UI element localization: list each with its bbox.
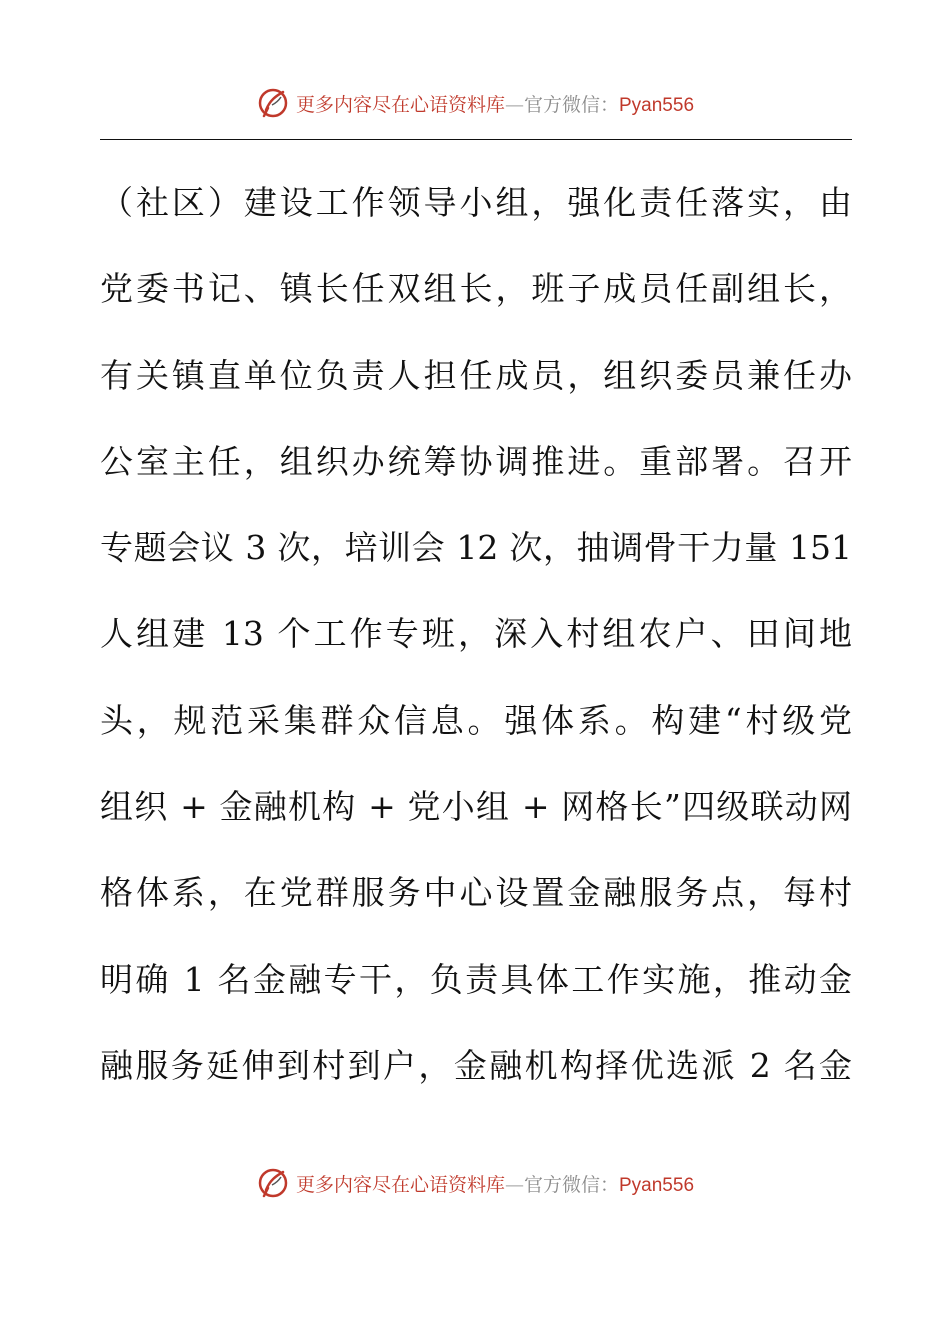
footer-banner-main: 更多内容尽在心语资料库 <box>295 1173 505 1196</box>
body-line: 明确 1 名金融专干，负责具体工作实施，推动金 <box>100 959 852 999</box>
footer-banner-text <box>296 1170 694 1197</box>
footer-banner-dash: — <box>504 1173 524 1196</box>
body-line: 融服务延伸到村到户，金融机构择优选派 2 名金 <box>100 1045 852 1085</box>
body-line: 公室主任，组织办统筹协调推进。重部署。召开 <box>100 441 852 481</box>
header-banner-text <box>296 90 694 117</box>
header-banner-label: 官方微信： <box>523 93 619 116</box>
body-line: 格体系，在党群服务中心设置金融服务点，每村 <box>100 873 852 913</box>
body-line: 组织 + 金融机构 + 党小组 + 网格长”四级联动网 <box>100 787 852 827</box>
body-line: 头，规范采集群众信息。强体系。构建“村级党 <box>100 700 852 740</box>
body-line: 专题会议 3 次，培训会 12 次，抽调骨干力量 151 <box>100 528 852 568</box>
header-banner-id: Pyan556 <box>619 94 695 116</box>
document-body <box>100 160 852 1109</box>
footer-banner <box>0 1163 950 1203</box>
header-banner-main: 更多内容尽在心语资料库 <box>295 93 505 116</box>
footer-banner-label: 官方微信： <box>523 1173 619 1196</box>
header-banner-dash: — <box>504 93 524 116</box>
quill-swirl-logo-icon <box>256 1166 290 1200</box>
footer-banner-id: Pyan556 <box>619 1174 695 1196</box>
header-banner <box>0 83 950 123</box>
body-line: 有关镇直单位负责人担任成员，组织委员兼任办 <box>100 355 852 395</box>
quill-swirl-logo-icon <box>256 86 290 120</box>
body-line: （社区）建设工作领导小组，强化责任落实，由 <box>100 183 852 222</box>
header-divider <box>100 139 852 140</box>
body-line: 党委书记、镇长任双组长，班子成员任副组长， <box>100 269 852 309</box>
body-line: 人组建 13 个工作专班，深入村组农户、田间地 <box>100 614 852 654</box>
